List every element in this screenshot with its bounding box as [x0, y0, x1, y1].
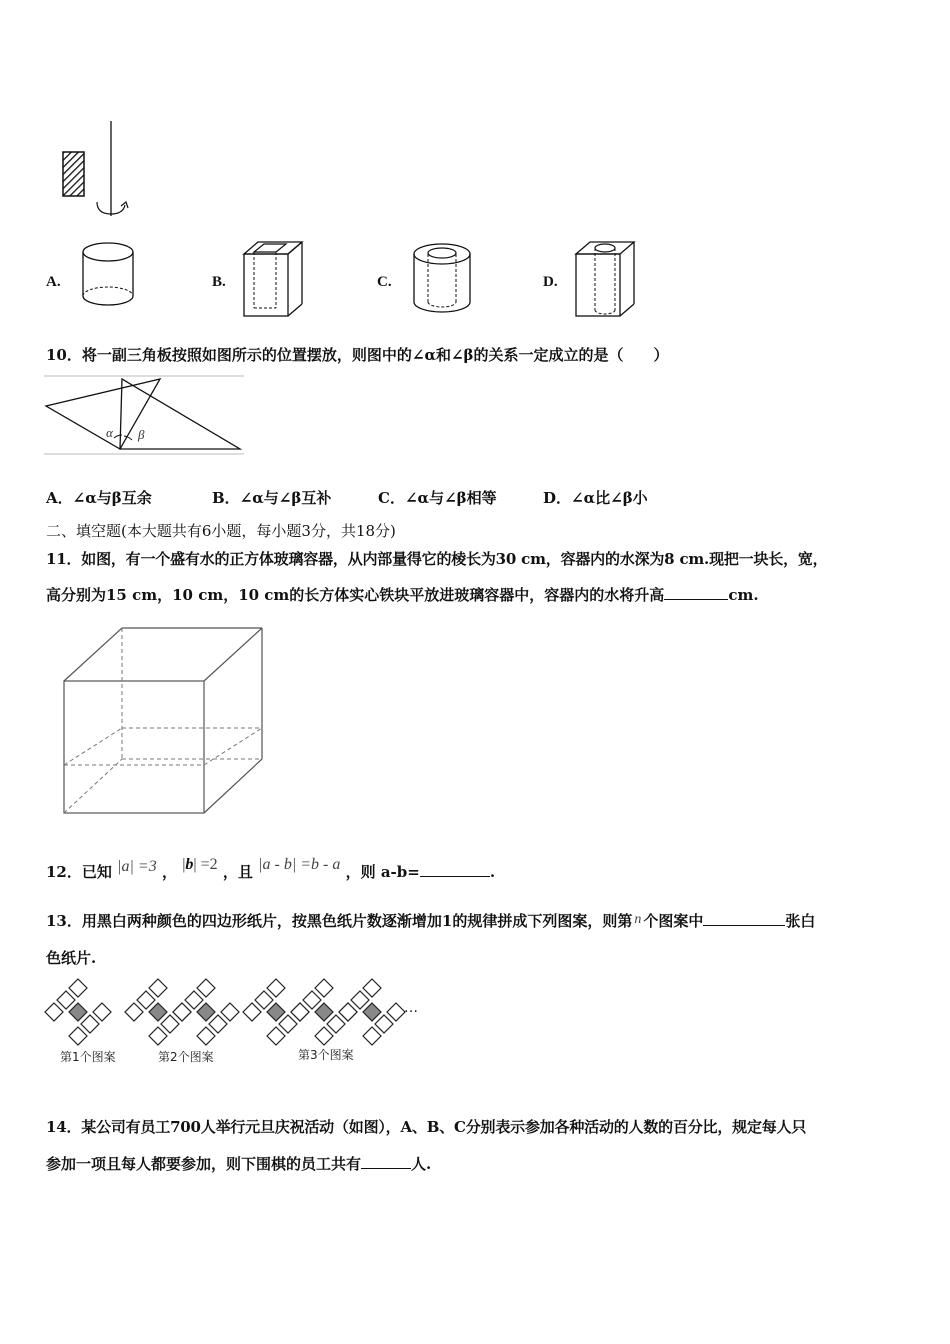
q13-caption-2: 第2个图案: [158, 1050, 214, 1064]
pattern-1-white-tile: [69, 979, 87, 997]
q14-line2-post: 人.: [411, 1155, 432, 1173]
pattern-3-white-tile: [291, 1003, 309, 1021]
pattern-2-white-tile: [125, 1003, 143, 1021]
q10-question-text: 10．将一副三角板按照如图所示的位置摆放，则图中的∠α和∠β的关系一定成立的是（ ）: [46, 346, 669, 364]
q12-line: [46, 856, 496, 883]
q12-expr-abs-a-minus-b: |a - b| =b - a: [258, 856, 341, 873]
q12-vector-b: b: [185, 856, 194, 873]
q10-option-a[interactable]: [46, 488, 152, 508]
pattern-3-black-tile: [363, 1003, 381, 1021]
rotation-figure: [55, 118, 145, 223]
q13-caption-1: 第1个图案: [60, 1050, 116, 1064]
q12-suffix: ，则 a-b=: [345, 863, 420, 881]
q12-sep1: ，: [161, 863, 177, 881]
pattern-3-white-tile: [375, 1015, 393, 1033]
pattern-2-white-tile: [197, 979, 215, 997]
pattern-3-white-tile: [303, 991, 321, 1009]
q13-line1: [46, 911, 815, 933]
pattern-3-white-tile: [339, 1003, 357, 1021]
q10-option-b[interactable]: [212, 488, 331, 508]
q13-line2: 色纸片.: [46, 949, 97, 967]
beta-label: β: [138, 427, 145, 442]
q10-option-b-label: B．: [212, 489, 240, 507]
q10-option-c[interactable]: [378, 488, 497, 508]
section-heading: 二、填空题(本大题共有6小题，每小题3分，共18分): [46, 522, 396, 540]
q12-expr2-rest: =2: [196, 856, 218, 873]
pattern-3-white-tile: [267, 1027, 285, 1045]
pattern-3-white-tile: [279, 1015, 297, 1033]
pattern-2-white-tile: [197, 1027, 215, 1045]
pattern-3-white-tile: [351, 991, 369, 1009]
q12-prefix: 12．已知: [46, 863, 112, 881]
q14-line2: [46, 1154, 431, 1174]
pattern-1-white-tile: [57, 991, 75, 1009]
q10-option-d[interactable]: [543, 488, 648, 508]
pattern-2-white-tile: [137, 991, 155, 1009]
pattern-3-white-tile: [363, 979, 381, 997]
q10-option-a-text: ∠α与β互余: [72, 489, 152, 507]
pattern-3-white-tile: [387, 1003, 405, 1021]
q11-line2-pre: 高分别为15 cm，10 cm，10 cm的长方体实心铁块平放进玻璃容器中，容器内的水将升高: [46, 586, 665, 604]
pattern-2-white-tile: [185, 991, 203, 1009]
pattern-2-black-tile: [197, 1003, 215, 1021]
pattern-2-white-tile: [173, 1003, 191, 1021]
pattern-2-white-tile: [149, 979, 167, 997]
pattern-1-white-tile: [69, 1027, 87, 1045]
pattern-2-white-tile: [221, 1003, 239, 1021]
q12-end: .: [489, 863, 496, 881]
q13-answer-blank[interactable]: [703, 911, 785, 926]
pattern-2-white-tile: [161, 1015, 179, 1033]
alpha-label: α: [106, 425, 113, 440]
q12-expr-abs-b: |b| =2: [182, 856, 218, 873]
q9-option-d-box-with-hole[interactable]: [572, 240, 638, 320]
pattern-2-black-tile: [149, 1003, 167, 1021]
q12-answer-blank[interactable]: [420, 862, 490, 877]
q13-n: n: [634, 912, 642, 927]
q10-option-d-text: ∠α比∠β小: [571, 489, 648, 507]
q13-line1-post: 张白: [785, 912, 816, 930]
pattern-2-white-tile: [149, 1027, 167, 1045]
q14-line2-pre: 参加一项且每人都要参加，则下围棋的员工共有: [46, 1155, 362, 1173]
q13-caption-3: 第3个图案: [298, 1048, 354, 1062]
q9-option-c-tube[interactable]: [410, 240, 474, 320]
q11-line2: [46, 585, 759, 605]
q14-line1: 14．某公司有员工700人举行元旦庆祝活动（如图），A、B、C分别表示参加各种活动的人数的百分比，规定每人只: [46, 1118, 807, 1136]
q11-cube-figure: [60, 625, 270, 817]
q14-answer-blank[interactable]: [361, 1154, 411, 1169]
pattern-3-white-tile: [327, 1015, 345, 1033]
pattern-3-black-tile: [267, 1003, 285, 1021]
pattern-3-white-tile: [243, 1003, 261, 1021]
q10-option-c-label: C．: [378, 489, 405, 507]
q10-option-d-label: D．: [543, 489, 572, 507]
q13-ellipsis: …: [404, 1000, 418, 1016]
pattern-3-black-tile: [315, 1003, 333, 1021]
pattern-3-white-tile: [267, 979, 285, 997]
q11-line2-post: cm.: [728, 586, 759, 604]
q12-expr-abs-a: |a| =3: [117, 858, 157, 875]
q11-line1: 11．如图，有一个盛有水的正方体玻璃容器，从内部量得它的棱长为30 cm，容器内的水深为8 cm.现把一块长，宽，: [46, 550, 828, 568]
q9-option-d-label: D.: [543, 274, 558, 290]
q10-option-a-label: A．: [46, 489, 73, 507]
pattern-3-white-tile: [363, 1027, 381, 1045]
q12-sep2: ，且: [222, 863, 253, 881]
pattern-1-white-tile: [45, 1003, 63, 1021]
q9-option-b-label: B.: [212, 274, 226, 290]
pattern-3-white-tile: [255, 991, 273, 1009]
q13-line1-mid: 个图案中: [643, 912, 704, 930]
q9-option-a-cylinder[interactable]: [80, 238, 136, 314]
pattern-1-white-tile: [81, 1015, 99, 1033]
q10-triangle-figure: [44, 376, 244, 454]
q11-answer-blank[interactable]: [664, 585, 728, 600]
q9-option-c-label: C.: [377, 274, 392, 290]
pattern-3-white-tile: [315, 979, 333, 997]
pattern-1-black-tile: [69, 1003, 87, 1021]
pattern-2-white-tile: [209, 1015, 227, 1033]
pattern-3-white-tile: [315, 1027, 333, 1045]
pattern-1-white-tile: [93, 1003, 111, 1021]
q9-option-b-box[interactable]: [240, 240, 306, 320]
q10-option-c-text: ∠α与∠β相等: [404, 489, 497, 507]
q9-option-a-label: A.: [46, 274, 61, 290]
q13-line1-pre: 13．用黑白两种颜色的四边形纸片，按黑色纸片数逐渐增加1的规律拼成下列图案，则第: [46, 912, 633, 930]
q10-option-b-text: ∠α与∠β互补: [239, 489, 332, 507]
